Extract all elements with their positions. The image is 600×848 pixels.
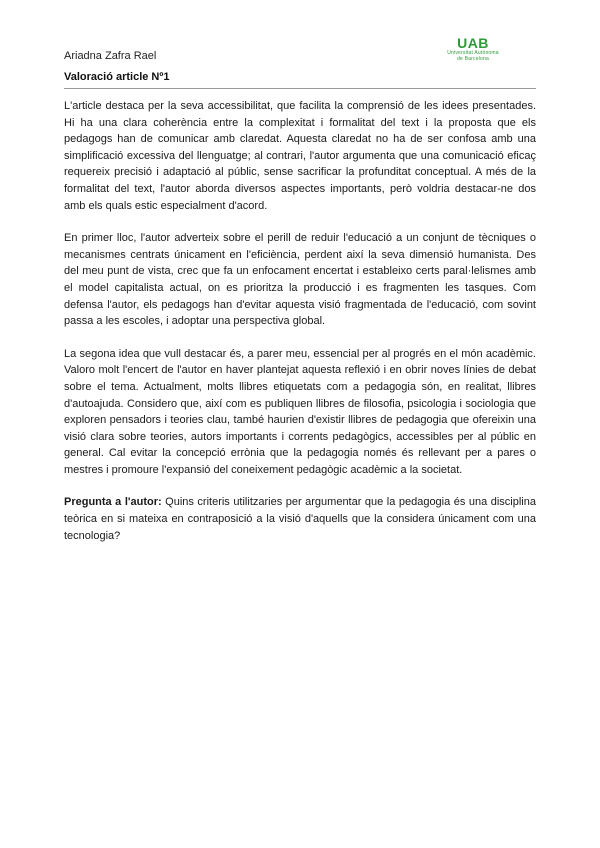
question-label: Pregunta a l'autor: [64, 496, 162, 509]
question-text: Quins criteris utilitzaries per argumentar que la pedagogia és una disciplina teòrica en si mateixa en contraposició a la visió d'aquells que la considera únicament com una tecnologia? [64, 496, 536, 542]
author-question [64, 494, 536, 544]
title-divider [64, 88, 536, 89]
uab-logo [438, 36, 508, 62]
paragraph-3: La segona idea que vull destacar és, a parer meu, essencial per al progrés en el món acadèmic. Valoro molt l'encert de l'autor en haver plantejat aquesta reflexió i en obrir noves línies de debat sobre el tema. Actualment, molts llibres etiquetats com a pedagogia són, en realitat, llibres d'autoajuda. Considero que, així com es publiquen llibres de filosofia, psicologia i sociologia que exploren pensadors i teories clau, també haurien d'existir llibres de pedagogia que ofereixin una visió clara sobre teories, autors importants i corrents pedagògics, accessibles per al públic en general. Cal evitar la concepció errònia que la pedagogia només és rellevant per a pares o mestres i promoure l'expansió del coneixement pedagògic acadèmic a la societat. [64, 347, 536, 476]
paragraph-2: En primer lloc, l'autor adverteix sobre el perill de reduir l'educació a un conjunt de tècniques o mecanismes centrats únicament en l'eficiència, perdent així la seva dimensió humanista. Des del meu punt de vista, crec que fa un enfocament encertat i estableixo certs paral·lelismes amb el model capitalista actual, on es prioritza la producció i es fragmenten les tasques. Com defensa l'autor, els pedagogs han d'evitar aquesta visió fragmentada de l'educació, com sovint passa a les escoles, i adoptar una perspectiva global. [64, 232, 536, 328]
logo-mark: UAB [457, 35, 489, 51]
logo-line-1: Universitat Autònoma [447, 50, 499, 56]
document-body [64, 98, 536, 560]
author-name: Ariadna Zafra Rael [64, 50, 157, 62]
paragraph-1: L'article destaca per la seva accessibilitat, que facilita la comprensió de les idees presentades. Hi ha una clara coherència entre la complexitat i formalitat del text i la proposta que els pedagogs han de comunicar amb claredat. Aquesta claredat no ha de ser confosa amb una simplificació excessiva del llenguatge; al contrari, l'autor argumenta que una comunicació eficaç requereix precisió i adaptació al públic, sense sacrificar la profunditat conceptual. A més de la formalitat del text, l'autor aborda diversos aspectes importants, però voldria destacar-ne dos amb els quals estic especialment d'acord. [64, 100, 536, 212]
document-title: Valoració article Nº1 [64, 71, 170, 83]
logo-line-2: de Barcelona [457, 56, 489, 62]
